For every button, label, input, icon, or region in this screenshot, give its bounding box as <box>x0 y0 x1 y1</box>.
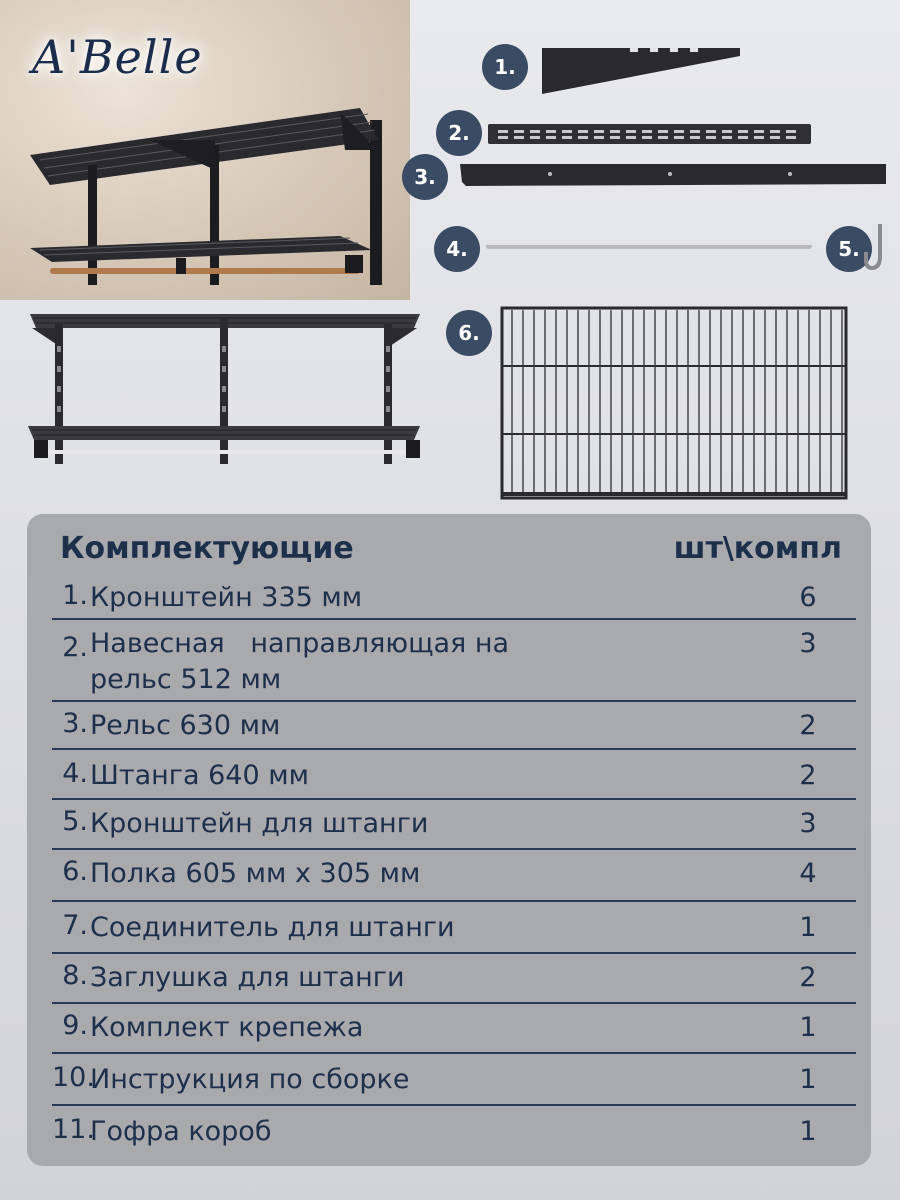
part-1-badge: 1. <box>482 44 528 90</box>
brand-logo: A'Belle <box>32 30 203 84</box>
row-name: Комплект крепежа <box>90 1012 364 1043</box>
row-name: Кронштейн 335 мм <box>90 582 363 613</box>
table-row <box>52 580 856 620</box>
part-3-badge: 3. <box>402 154 448 200</box>
row-name: Навесная направляющая на рельс 512 мм <box>90 628 518 695</box>
row-index: 7. <box>62 910 88 941</box>
row-index: 4. <box>62 758 88 789</box>
row-index: 1. <box>62 580 88 611</box>
rail-part-image <box>460 162 890 190</box>
row-name: Соединитель для штанги <box>90 912 455 943</box>
rod-part-image <box>486 240 816 252</box>
shelf-part-image <box>500 306 848 500</box>
table-row <box>52 758 856 800</box>
table-row <box>52 856 856 902</box>
product-photo-front <box>22 306 422 474</box>
table-row <box>52 960 856 1004</box>
row-qty: 3 <box>799 628 817 659</box>
part-5-badge: 5. <box>826 226 872 272</box>
row-name: Рельс 630 мм <box>90 710 281 741</box>
row-qty: 1 <box>799 912 817 943</box>
row-name: Заглушка для штанги <box>90 962 405 993</box>
row-index: 2. <box>62 632 88 663</box>
row-index: 10. <box>52 1062 95 1093</box>
row-index: 3. <box>62 708 88 739</box>
table-row <box>52 910 856 954</box>
table-row <box>52 1062 856 1106</box>
row-qty: 4 <box>799 858 817 889</box>
row-index: 9. <box>62 1010 88 1041</box>
row-name: Инструкция по сборке <box>90 1064 410 1095</box>
row-qty: 1 <box>799 1116 817 1147</box>
row-qty: 2 <box>799 710 817 741</box>
part-6-badge: 6. <box>446 310 492 356</box>
table-row <box>52 1114 856 1154</box>
table-row <box>52 626 856 702</box>
table-row <box>52 1010 856 1054</box>
row-index: 8. <box>62 960 88 991</box>
row-qty: 6 <box>799 582 817 613</box>
row-name: Кронштейн для штанги <box>90 808 429 839</box>
part-4-badge: 4. <box>434 226 480 272</box>
header-quantity: шт\компл <box>673 530 842 566</box>
bracket-part-image <box>540 44 745 96</box>
row-qty: 2 <box>799 962 817 993</box>
table-row <box>52 708 856 750</box>
header-components: Комплектующие <box>60 530 354 566</box>
row-name: Полка 605 мм х 305 мм <box>90 858 421 889</box>
row-index: 11. <box>52 1114 95 1145</box>
row-index: 6. <box>62 856 88 887</box>
row-name: Гофра короб <box>90 1116 272 1147</box>
table-header <box>60 528 842 568</box>
row-qty: 2 <box>799 760 817 791</box>
row-qty: 1 <box>799 1012 817 1043</box>
guide-part-image <box>488 122 813 146</box>
table-row <box>52 806 856 850</box>
row-qty: 1 <box>799 1064 817 1095</box>
part-2-badge: 2. <box>436 110 482 156</box>
row-name: Штанга 640 мм <box>90 760 309 791</box>
rod-bracket-part-image <box>862 222 892 274</box>
row-index: 5. <box>62 806 88 837</box>
row-qty: 3 <box>799 808 817 839</box>
